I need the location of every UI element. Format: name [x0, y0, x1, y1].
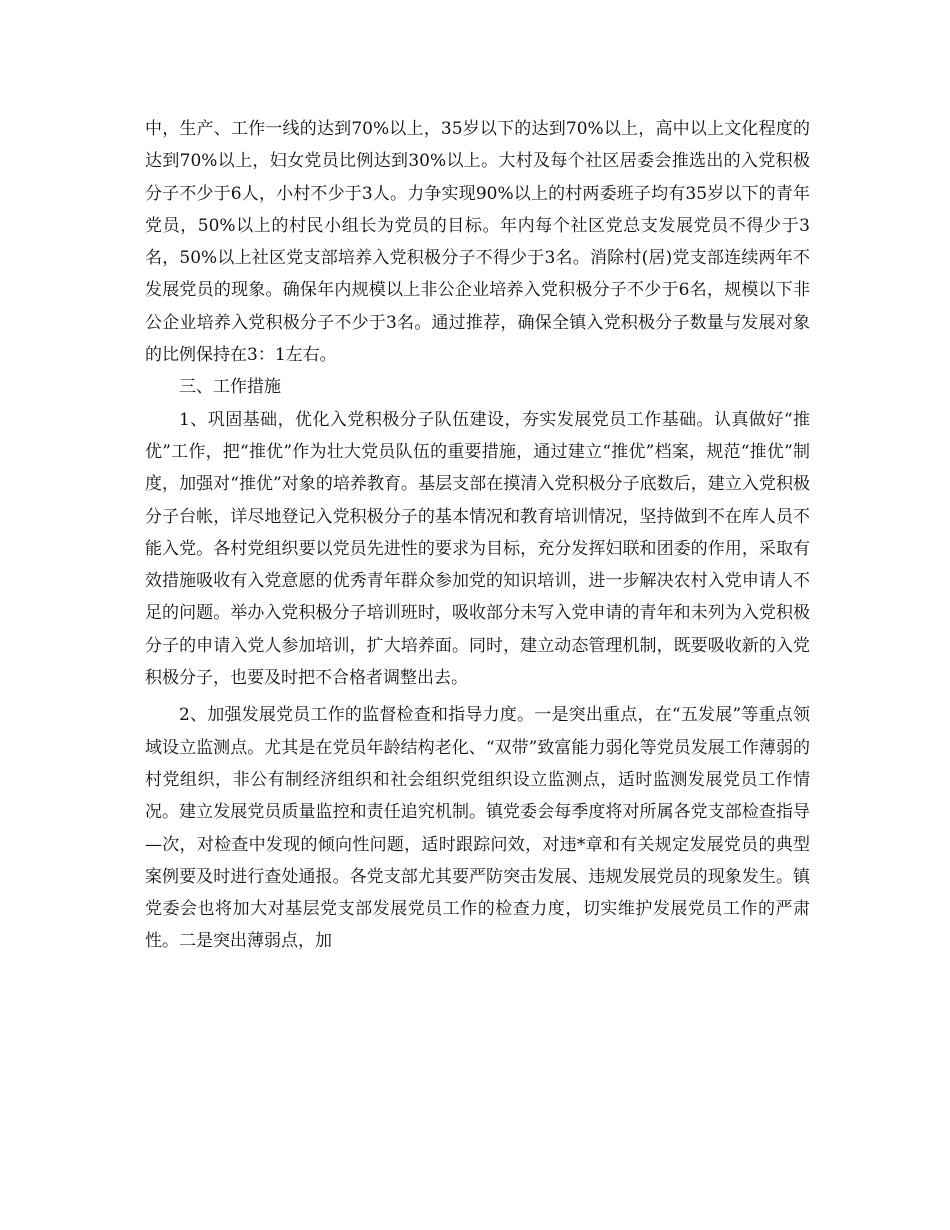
paragraph-measure-1: 1、巩固基础，优化入党积极分子队伍建设，夯实发展党员工作基础。认真做好“推优”工作，把“推优”作为壮大党员队伍的重要措施，通过建立“推优”档案，规范“推优”制度，加强对“推优”对象的培养教育。基层支部在摸清入党积极分子底数后，建立入党积极分子台帐，详尽地登记入党积极分子的基本情况和教育培训情况，坚持做到不在库人员不能入党。各村党组织要以党员先进性的要求为目标，充分发挥妇联和团委的作用，采取有效措施吸收有入党意愿的优秀青年群众参加党的知识培训，进一步解决农村入党申请人不足的问题。举办入党积极分子培训班时，吸收部分未写入党申请的青年和未列为入党积极分子的申请入党人参加培训，扩大培养面。同时，建立动态管理机制，既要吸收新的入党积极分子，也要及时把不合格者调整出去。 — [145, 409, 810, 689]
section-heading-work-measures: 三、工作措施 — [179, 377, 281, 398]
paragraph-targets-continued: 中，生产、工作一线的达到70%以上，35岁以下的达到70%以上，高中以上文化程度的达到70%以上，妇女党员比例达到30%以上。大村及每个社区居委会推选出的入党积极分子不少于6人，小村不少于3人。力争实现90%以上的村两委班子均有35岁以下的青年党员，50%以上的村民小组长为党员的目标。年内每个社区党总支发展党员不得少于3名，50%以上社区党支部培养入党积极分子不得少于3名。消除村(居)党支部连续两年不发展党员的现象。确保年内规模以上非公企业培养入党积极分子不少于6名，规模以下非公企业培养入党积极分子不少于3名。通过推荐，确保全镇入党积极分子数量与发展对象的比例保持在3：1左右。 — [145, 119, 810, 366]
document-body — [145, 113, 810, 958]
paragraph-measure-2: 2、加强发展党员工作的监督检查和指导力度。一是突出重点，在“五发展”等重点领域设立监测点。尤其是在党员年龄结构老化、“双带”致富能力弱化等党员发展工作薄弱的村党组织，非公有制经济组织和社会组织党组织设立监测点，适时监测发展党员工作情况。建立发展党员质量监控和责任追究机制。镇党委会每季度将对所属各党支部检查指导—次，对检查中发现的倾向性问题，适时跟踪问效，对违*章和有关规定发展党员的典型案例要及时进行查处通报。各党支部尤其要严防突击发展、违规发展党员的现象发生。镇党委会也将加大对基层党支部发展党员工作的检查力度，切实维护发展党员工作的严肃性。二是突出薄弱点，加 — [145, 705, 810, 952]
